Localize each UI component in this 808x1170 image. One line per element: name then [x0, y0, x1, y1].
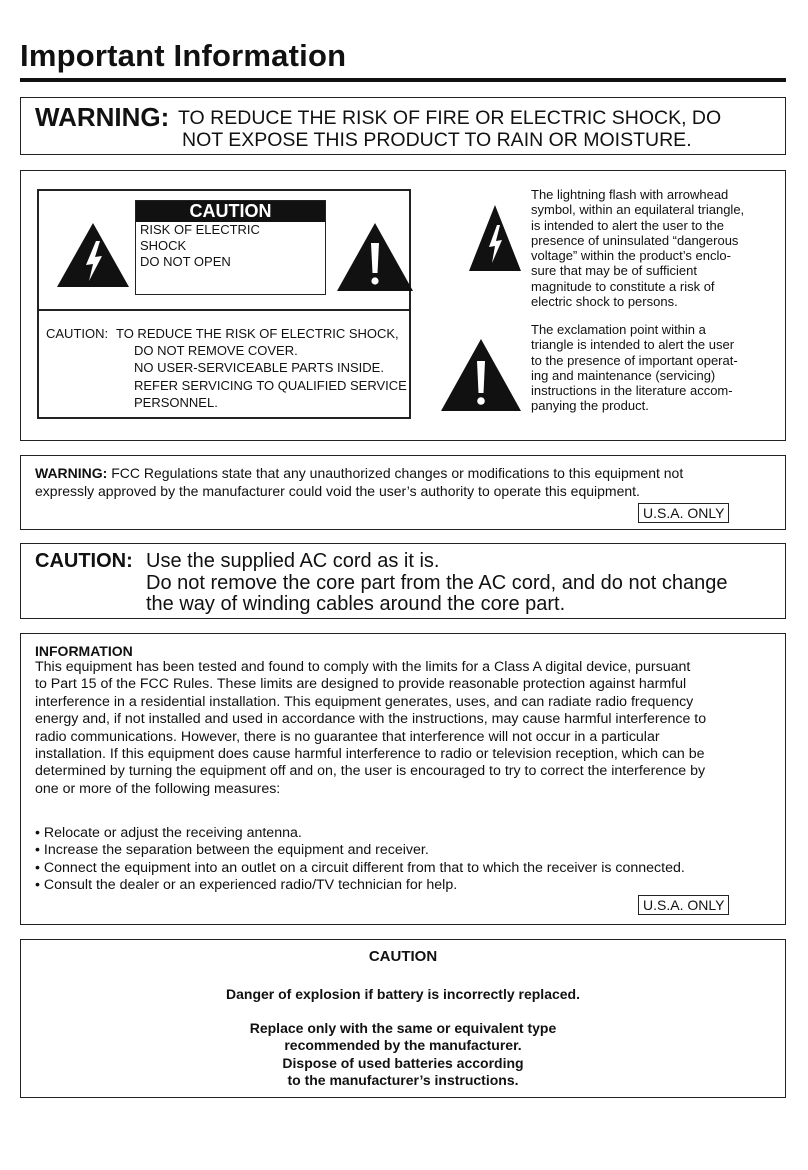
exclamation-warning-icon — [335, 221, 415, 293]
desc-line: The lightning flash with arrowhead — [531, 187, 729, 202]
info-line: energy and, if not installed and used in accordance with the instructions, may cause harmful interference to — [35, 711, 707, 728]
ac-cord-caution-box — [20, 543, 786, 619]
warning-fire-box — [20, 97, 786, 155]
ac-caution-line: the way of winding cables around the core part. — [146, 593, 566, 615]
desc-line: ing and maintenance (servicing) — [531, 367, 716, 383]
caution-instructions-line: DO NOT REMOVE COVER. — [134, 343, 298, 359]
caution-label-header: CAUTION — [136, 201, 325, 222]
lightning-warning-icon — [55, 221, 131, 289]
usa-only-badge: U.S.A. ONLY — [638, 503, 729, 523]
exclamation-symbol-icon — [439, 337, 523, 413]
desc-line: is intended to alert the user to the — [531, 217, 724, 233]
usa-only-badge: U.S.A. ONLY — [638, 895, 729, 915]
desc-line: instructions in the literature accom- — [531, 383, 733, 399]
desc-line: presence of uninsulated “dangerous — [531, 232, 739, 248]
desc-line: sure that may be of sufficient — [531, 263, 697, 279]
warning-fire-label: WARNING: — [35, 102, 170, 132]
title-rule — [20, 78, 786, 82]
fcc-warning-line: FCC Regulations state that any unauthorized changes or modifications to this equipment not — [107, 465, 684, 481]
warning-fire-text — [178, 107, 778, 151]
battery-caution-line: recommended by the manufacturer. — [284, 1037, 522, 1054]
battery-caution-line: Replace only with the same or equivalent type — [249, 1020, 557, 1036]
measures-list — [35, 825, 777, 895]
caution-instructions-line: PERSONNEL. — [134, 394, 218, 410]
warning-fire-line: TO REDUCE THE RISK OF FIRE OR ELECTRIC SHOCK, DO — [178, 107, 722, 129]
fcc-warning-label: WARNING: — [35, 465, 108, 481]
panel-divider — [39, 309, 409, 311]
battery-caution-line: Dispose of used batteries according — [282, 1054, 524, 1071]
information-box — [20, 633, 786, 925]
symbols-box — [20, 170, 786, 441]
info-line: installation. If this equipment does cause harmful interference to radio or television reception, which can be — [35, 746, 705, 763]
info-line: determined by turning the equipment off and on, the user is encouraged to try to correct the interference by — [35, 763, 706, 780]
ac-caution-line: Do not remove the core part from the AC cord, and do not change — [146, 571, 728, 594]
ac-caution-line: Use the supplied AC cord as it is. — [146, 550, 440, 572]
desc-line: symbol, within an equilateral triangle, — [531, 202, 745, 218]
caution-instructions-line: TO REDUCE THE RISK OF ELECTRIC SHOCK, — [116, 326, 399, 341]
fcc-warning-text — [35, 464, 770, 500]
list-item: • Connect the equipment into an outlet on a circuit different from that to which the receiver is connected. — [35, 859, 685, 876]
desc-line: magnitude to constitute a risk of — [531, 278, 715, 294]
warning-fire-line: NOT EXPOSE THIS PRODUCT TO RAIN OR MOISTURE. — [182, 129, 692, 151]
desc-line: voltage” within the product’s enclo- — [531, 248, 731, 264]
caution-label-line: SHOCK — [140, 238, 187, 253]
caution-instructions-line: NO USER-SERVICEABLE PARTS INSIDE. — [134, 360, 384, 376]
ac-caution-text — [146, 551, 776, 616]
battery-caution-line: to the manufacturer’s instructions. — [287, 1072, 519, 1089]
list-item: • Increase the separation between the equipment and receiver. — [35, 842, 429, 859]
exclamation-description — [531, 322, 776, 414]
caution-label-line: DO NOT OPEN — [140, 254, 231, 269]
ac-caution-label: CAUTION: — [35, 550, 133, 572]
fcc-warning-box — [20, 455, 786, 530]
desc-line: triangle is intended to alert the user — [531, 337, 735, 353]
info-line: radio communications. However, there is no guarantee that interference will not occur in a particular — [35, 728, 660, 745]
fcc-warning-line: expressly approved by the manufacturer could void the user’s authority to operate this equipment. — [35, 483, 640, 499]
caution-label-box — [135, 200, 326, 295]
page-title: Important Information — [20, 38, 347, 73]
list-item: • Consult the dealer or an experienced radio/TV technician for help. — [35, 877, 458, 894]
information-body — [35, 659, 777, 798]
caution-instructions-label: CAUTION: — [46, 326, 109, 341]
info-line: This equipment has been tested and found to comply with the limits for a Class A digital device, pursuant — [35, 659, 691, 675]
info-line: interference in a residential installation. This equipment generates, uses, and can radiate radio frequency — [35, 693, 694, 710]
battery-caution-heading: CAUTION — [368, 948, 438, 965]
battery-caution-box — [20, 939, 786, 1098]
caution-label-panel — [37, 189, 411, 419]
caution-label-line: RISK OF ELECTRIC — [140, 222, 260, 237]
lightning-description — [531, 187, 776, 309]
desc-line: electric shock to persons. — [531, 294, 678, 310]
caution-instructions-line: REFER SERVICING TO QUALIFIED SERVICE — [134, 377, 407, 393]
list-item: • Relocate or adjust the receiving antenna. — [35, 825, 302, 841]
info-line: to Part 15 of the FCC Rules. These limits are designed to provide reasonable protection against harmful — [35, 676, 687, 693]
battery-caution-line: Danger of explosion if battery is incorrectly replaced. — [226, 986, 580, 1002]
desc-line: to the presence of important operat- — [531, 352, 738, 368]
desc-line: The exclamation point within a — [531, 322, 706, 337]
desc-line: panying the product. — [531, 398, 649, 414]
info-line: one or more of the following measures: — [35, 780, 281, 797]
lightning-symbol-icon — [467, 203, 523, 273]
information-heading: INFORMATION — [35, 643, 133, 659]
